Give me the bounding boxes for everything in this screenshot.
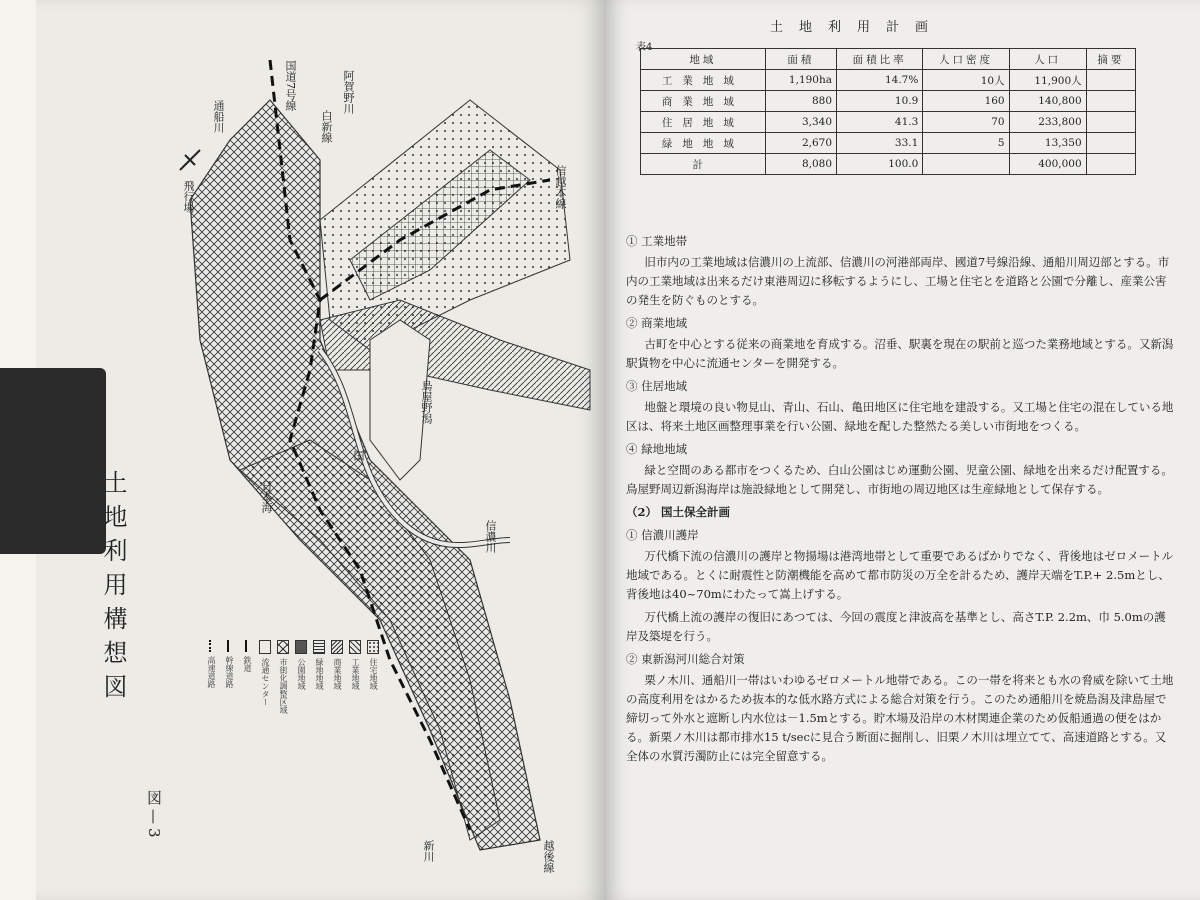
col-area: 地域 xyxy=(641,49,766,70)
map-label-echigo: 越後線 xyxy=(542,840,555,873)
map-label-sea: 日本海 xyxy=(260,480,273,513)
section-heading: ② 商業地域 xyxy=(626,316,688,330)
legend-item: 住宅地域 xyxy=(367,640,379,800)
section-heading: ① 工業地帯 xyxy=(626,234,688,248)
figure-title: 土地利用構想図 xyxy=(99,470,127,708)
table-row: 工業地域 1,190ha 14.7% 10人 11,900人 xyxy=(641,70,1136,91)
legend-item: 流通センター xyxy=(259,640,271,800)
paragraph: 緑と空間のある都市をつくるため、白山公園はじめ運動公園、児童公園、緑地を出来るだけ配置する。鳥屋野周辺新潟海岸は施設緑地として開発し、市街地の周辺地区は生産緑地として保存する。 xyxy=(626,463,1173,496)
legend-item: 工業地域 xyxy=(349,640,361,800)
col-pop: 人口 xyxy=(1009,49,1086,70)
paragraph: 万代橋下流の信濃川の護岸と物揚場は港湾地帯として重要であるばかりでなく、背後地はゼロメートル地域である。とくに耐震性と防潮機能を高めて都市防災の万全を計るため、護岸天端をT.P.+ 2.5mとし、背後地は40~70mにわたって嵩上げする。 xyxy=(626,549,1174,601)
legend-item: 商業地域 xyxy=(331,640,343,800)
table-title: 土地利用計画 xyxy=(770,20,945,35)
legend-item: 幹線道路 xyxy=(223,640,235,800)
legend-item: 高速道路 xyxy=(205,640,217,800)
section-heading: ③ 住居地域 xyxy=(626,379,688,393)
map-label-shinetsu: 信越本線 xyxy=(554,165,567,209)
col-ratio: 面積比率 xyxy=(837,49,923,70)
legend-item: 市街化調整区域 xyxy=(277,640,289,800)
map-label-kuni: 国 xyxy=(352,450,365,461)
map-label-shinkawa: 新川 xyxy=(422,840,435,862)
paragraph: 栗ノ木川、通船川一帯はいわゆるゼロメートル地帯である。この一帯を将来とも水の脅威を除いて土地の高度利用をはかるため抜本的な低水路方式による総合対策を行う。このため通船川を焼島潟及津島屋で締切って外水と遮断し内水位は－1.5mとする。貯木場及沿岸の木材関連企業のため仮船通過の便をはかる。新栗ノ木川は都市排水15 t/secに見合う断面に掘削し、旧栗ノ木川は埋立てて、高速道路とする。又全体の水質汚濁防止には完全留意する。 xyxy=(626,673,1174,763)
section-heading: （2） 国土保全計画 xyxy=(626,505,731,519)
map-label-tsusen: 通船川 xyxy=(212,100,225,133)
map-label-aganogawa: 阿賀野川 xyxy=(342,70,355,114)
legend-item: 鉄道 xyxy=(241,640,253,800)
legend-item: 公園地域 xyxy=(295,640,307,800)
col-size: 面積 xyxy=(765,49,836,70)
dark-block-object xyxy=(0,368,106,554)
table-header-row xyxy=(641,49,1136,70)
section-heading: ② 東新潟河川総合対策 xyxy=(626,652,745,666)
figure-label: 図—3 xyxy=(145,790,163,842)
map-label-route7: 国道7号線 xyxy=(284,60,297,111)
paragraph: 万代橋上流の護岸の復旧にあつては、今回の震度と津波高を基準とし、高さT.P. 2.2m、巾 5.0mの護岸及築堤を行う。 xyxy=(626,610,1166,643)
map-label-toyano: 鳥屋野潟 xyxy=(420,380,433,424)
table-number: 表4 xyxy=(636,42,653,53)
body-text xyxy=(626,228,1176,770)
map-label-shinano: 信濃川 xyxy=(484,520,497,553)
paragraph: 旧市内の工業地域は信濃川の上流部、信濃川の河港部両岸、國道7号線沿線、通船川周辺部とする。市内の工業地域は出来るだけ東港周辺に移転するようにし、工場と住宅とを道路と公園で分離し、産業公害の発生を防ぐものとする。 xyxy=(626,255,1170,307)
map-label-hakushin: 白新線 xyxy=(320,110,333,143)
legend-item: 緑地地域 xyxy=(313,640,325,800)
paragraph: 地盤と環境の良い物見山、青山、石山、亀田地区に住宅地を建設する。又工場と住宅の混在している地区は、将来土地区画整理事業を行い公園、緑地を配した整然たる美しい市街地をつくる。 xyxy=(626,400,1174,433)
table-row: 緑地地域 2,670 33.1 5 13,350 xyxy=(641,133,1136,154)
table-row: 商業地域 880 10.9 160 140,800 xyxy=(641,91,1136,112)
col-density: 人口密度 xyxy=(923,49,1009,70)
section-heading: ① 信濃川護岸 xyxy=(626,528,699,542)
table-row: 住居地域 3,340 41.3 70 233,800 xyxy=(641,112,1136,133)
land-use-table xyxy=(640,48,1136,175)
section-heading: ④ 緑地地域 xyxy=(626,442,688,456)
col-note: 摘要 xyxy=(1086,49,1135,70)
map-legend xyxy=(205,640,379,800)
map-label-airport: 飛行場 xyxy=(182,180,195,213)
paragraph: 古町を中心とする従来の商業地を育成する。沼垂、駅裏を現在の駅前と巡つた業務地域とする。又新潟駅貨物を中心に流通センターを開発する。 xyxy=(626,337,1174,370)
table-total-row: 計 8,080 100.0 400,000 xyxy=(641,154,1136,175)
